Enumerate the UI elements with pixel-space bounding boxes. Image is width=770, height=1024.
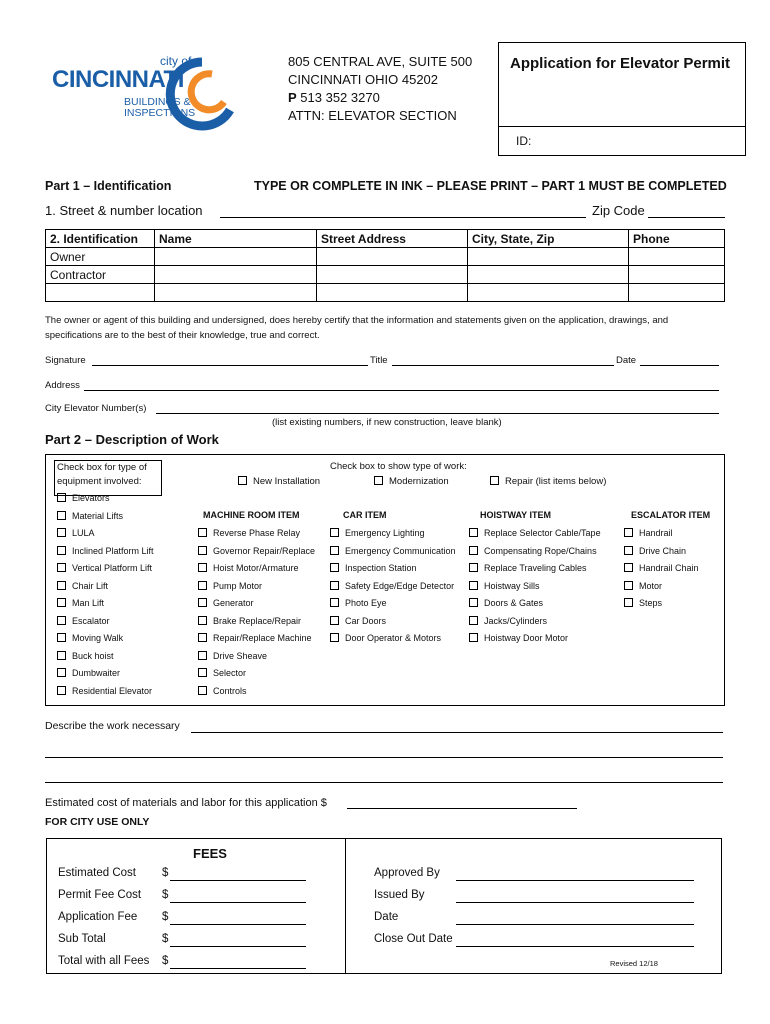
col-identification: 2. Identification [46,230,155,248]
checkbox-label: Hoist Motor/Armature [213,563,299,573]
describe-work-line-3[interactable] [45,782,723,783]
equipment-checkbox[interactable] [57,511,123,521]
checkbox-icon[interactable] [57,651,66,660]
estimated-cost-label: Estimated cost of materials and labor for this application $ [45,797,327,809]
phone-label: P [288,90,297,105]
checkbox-label: Escalator [72,615,110,626]
row-label-extra[interactable] [46,284,155,302]
hoistway-item-heading: HOISTWAY ITEM [480,510,552,520]
permit-title: Application for Elevator Permit [510,55,731,72]
machine-room-heading: MACHINE ROOM ITEM [203,510,300,520]
checkbox-label: Pump Motor [213,580,263,591]
table-row [46,284,725,302]
equipment-checkbox[interactable] [57,668,120,678]
describe-work-field[interactable] [191,732,723,733]
logo-city-name: CINCINNATI [52,66,184,93]
checkbox-icon[interactable] [330,581,339,590]
checkbox-label: Buck hoist [72,650,114,661]
revised-date: Revised 12/18 [610,959,658,968]
checkbox-label: Compensating Rope/Chains [484,545,597,556]
checkbox-icon[interactable] [490,476,499,485]
checkbox-label: Drive Chain [639,545,687,556]
checkbox-label: Drive Sheave [213,650,268,661]
checkbox-label: Modernization [389,476,449,487]
checkbox-label: Steps [639,598,663,608]
checkbox-icon[interactable] [198,616,207,625]
extra-address-cell[interactable] [317,284,468,302]
equipment-checkbox[interactable] [57,651,114,661]
checkbox-icon[interactable] [57,686,66,695]
car-item-checkbox[interactable] [330,528,425,538]
equipment-checkbox[interactable] [57,581,108,591]
car-item-checkbox[interactable] [330,546,456,556]
checkbox-label: Inclined Platform Lift [72,545,154,556]
machine-room-item-checkbox[interactable] [198,668,246,678]
describe-work-label: Describe the work necessary [45,720,180,732]
hoistway-item-checkbox[interactable] [469,546,597,556]
checkbox-label: Reverse Phase Relay [213,528,301,538]
currency-symbol: $ [162,955,169,967]
title-label: Title [370,355,388,366]
checkbox-icon[interactable] [624,546,633,555]
checkbox-icon[interactable] [57,616,66,625]
street-location-field[interactable] [220,217,586,218]
car-item-checkbox[interactable] [330,616,386,626]
machine-room-item-checkbox[interactable] [198,616,301,626]
checkbox-icon[interactable] [198,686,207,695]
zip-code-field[interactable] [648,217,725,218]
street-location-label: 1. Street & number location [45,203,203,218]
checkbox-icon[interactable] [330,598,339,607]
checkbox-label: Jacks/Cylinders [484,615,548,626]
permit-id-label: ID: [516,134,532,148]
car-item-checkbox[interactable] [330,598,387,608]
hoistway-item-checkbox[interactable] [469,633,568,643]
table-row [46,266,725,284]
table-row [46,248,725,266]
checkbox-label: Emergency Lighting [345,528,425,538]
approval-field[interactable] [456,902,694,903]
fee-label: Sub Total [58,933,106,945]
attn-line: ATTN: ELEVATOR SECTION [288,108,457,123]
checkbox-label: LULA [72,528,95,538]
equipment-checkbox[interactable] [57,563,152,573]
equipment-checkbox[interactable] [57,546,154,556]
car-item-checkbox[interactable] [330,633,441,643]
hoistway-item-checkbox[interactable] [469,581,540,591]
checkbox-icon[interactable] [330,633,339,642]
row-label-contractor: Contractor [46,266,155,284]
checkbox-icon[interactable] [374,476,383,485]
phone-number: 513 352 3270 [300,90,380,105]
identification-table [45,229,725,302]
logo-city-of: city of [160,54,192,68]
work-type-label: Check box to show type of work: [330,461,467,472]
checkbox-label: Material Lifts [72,510,124,521]
car-item-checkbox[interactable] [330,581,454,591]
checkbox-label: Handrail [639,528,673,538]
checkbox-label: Man Lift [72,598,105,608]
title-field[interactable] [392,365,614,366]
fee-amount-field[interactable] [170,946,306,947]
checkbox-label: Door Operator & Motors [345,633,442,643]
car-item-checkbox[interactable] [330,563,417,573]
col-street-address: Street Address [317,230,468,248]
checkbox-label: Hoistway Door Motor [484,633,569,643]
approval-field[interactable] [456,924,694,925]
car-item-heading: CAR ITEM [343,510,387,520]
fee-label: Application Fee [58,911,138,923]
office-address [288,53,472,125]
checkbox-label: Hoistway Sills [484,580,540,591]
equipment-label-line2: equipment involved: [57,476,142,487]
checkbox-icon[interactable] [57,511,66,520]
checkbox-icon[interactable] [57,546,66,555]
signature-field[interactable] [92,365,368,366]
equipment-checkbox[interactable] [57,686,152,696]
fee-amount-field[interactable] [170,902,306,903]
address-line-2: CINCINNATI OHIO 45202 [288,72,439,87]
fee-amount-field[interactable] [170,924,306,925]
checkbox-label: Replace Traveling Cables [484,563,587,573]
checkbox-icon[interactable] [624,563,633,572]
fees-divider [345,838,346,974]
col-city-state-zip: City, State, Zip [468,230,629,248]
fees-title: FEES [193,846,227,861]
checkbox-label: Governor Repair/Replace [213,545,316,556]
approval-label: Issued By [374,889,425,901]
approval-label: Close Out Date [374,933,453,945]
date-label: Date [616,355,637,366]
part1-title: Part 1 – Identification [45,179,172,193]
checkbox-label: Emergency Communication [345,545,456,556]
checkbox-icon[interactable] [57,598,66,607]
checkbox-label: Safety Edge/Edge Detector [345,580,455,591]
checkbox-icon[interactable] [238,476,247,485]
address-line-1: 805 CENTRAL AVE, SUITE 500 [288,54,473,69]
currency-symbol: $ [162,911,169,923]
owner-city-cell[interactable] [468,248,629,266]
checkbox-icon[interactable] [330,563,339,572]
checkbox-label: Repair (list items below) [505,476,607,487]
part2-title: Part 2 – Description of Work [45,432,219,447]
checkbox-icon[interactable] [198,668,207,677]
hoistway-item-checkbox[interactable] [469,598,543,608]
checkbox-icon[interactable] [57,528,66,537]
checkbox-icon[interactable] [198,581,207,590]
extra-city-cell[interactable] [468,284,629,302]
describe-work-line-2[interactable] [45,757,723,758]
logo-dept [124,97,195,119]
machine-room-item-checkbox[interactable] [198,651,267,661]
checkbox-label: Controls [213,685,247,696]
machine-room-item-checkbox[interactable] [198,563,299,573]
checkbox-label: Moving Walk [72,633,124,643]
checkbox-icon[interactable] [57,563,66,572]
checkbox-label: Car Doors [345,615,387,626]
contractor-name-cell[interactable] [155,266,317,284]
checkbox-label: Motor [639,580,663,591]
checkbox-icon[interactable] [198,546,207,555]
table-header-row [46,230,725,248]
checkbox-label: Residential Elevator [72,685,153,696]
checkbox-icon[interactable] [57,581,66,590]
checkbox-icon[interactable] [624,598,633,607]
work-type-new-installation[interactable] [238,476,320,487]
permit-box-divider [498,126,746,127]
extra-name-cell[interactable] [155,284,317,302]
fees-box [46,838,722,974]
hoistway-item-checkbox[interactable] [469,616,547,626]
machine-room-item-checkbox[interactable] [198,581,262,591]
checkbox-label: Selector [213,668,247,678]
checkbox-icon[interactable] [330,528,339,537]
approval-field[interactable] [456,880,694,881]
checkbox-icon[interactable] [469,546,478,555]
city-use-only-label: FOR CITY USE ONLY [45,816,150,828]
contractor-address-cell[interactable] [317,266,468,284]
checkbox-icon[interactable] [469,563,478,572]
address-label: Address [45,380,80,391]
row-label-owner: Owner [46,248,155,266]
work-type-repair[interactable] [490,476,606,487]
machine-room-item-checkbox[interactable] [198,528,300,538]
checkbox-icon[interactable] [57,633,66,642]
checkbox-label: New Installation [253,476,321,487]
hoistway-item-checkbox[interactable] [469,563,587,573]
checkbox-icon[interactable] [330,616,339,625]
machine-room-item-checkbox[interactable] [198,686,247,696]
checkbox-label: Doors & Gates [484,598,544,608]
checkbox-icon[interactable] [57,668,66,677]
checkbox-icon[interactable] [469,598,478,607]
currency-symbol: $ [162,867,169,879]
checkbox-label: Generator [213,598,254,608]
checkbox-icon[interactable] [469,528,478,537]
certification-text: The owner or agent of this building and undersigned, does hereby certify that the information and statements given on the application, drawings, and specifications are to the best of their knowledge, true and correct. [45,315,669,341]
elevator-number-field[interactable] [156,413,719,414]
checkbox-icon[interactable] [469,581,478,590]
owner-address-cell[interactable] [317,248,468,266]
checkbox-icon[interactable] [198,563,207,572]
approval-label: Date [374,911,399,923]
elevator-number-label: City Elevator Number(s) [45,403,147,414]
fee-label: Total with all Fees [58,955,150,967]
equipment-checkbox[interactable] [57,633,123,643]
machine-room-item-checkbox[interactable] [198,598,254,608]
checkbox-label: Replace Selector Cable/Tape [484,528,601,538]
checkbox-label: Inspection Station [345,563,417,573]
checkbox-icon[interactable] [198,651,207,660]
checkbox-icon[interactable] [624,581,633,590]
equipment-label-line1: Check box for type of [57,462,147,473]
zip-code-label: Zip Code [592,203,645,218]
owner-phone-cell[interactable] [629,248,725,266]
escalator-item-checkbox[interactable] [624,598,662,608]
city-logo [52,52,242,132]
fee-label: Permit Fee Cost [58,889,142,901]
checkbox-icon[interactable] [198,633,207,642]
escalator-item-heading: ESCALATOR ITEM [631,510,711,520]
checkbox-label: Vertical Platform Lift [72,563,153,573]
checkbox-label: Dumbwaiter [72,668,121,678]
fee-amount-field[interactable] [170,880,306,881]
fee-amount-field[interactable] [170,968,306,969]
checkbox-icon[interactable] [330,546,339,555]
extra-phone-cell[interactable] [629,284,725,302]
machine-room-item-checkbox[interactable] [198,546,315,556]
contractor-city-cell[interactable] [468,266,629,284]
checkbox-label: Repair/Replace Machine [213,633,312,643]
signature-label: Signature [45,355,86,366]
equipment-checkbox[interactable] [57,493,110,503]
approval-field[interactable] [456,946,694,947]
address-field[interactable] [84,390,719,391]
escalator-item-checkbox[interactable] [624,563,699,573]
checkbox-label: Elevators [72,493,110,503]
part1-instruction: TYPE OR COMPLETE IN INK – PLEASE PRINT – PART 1 MUST BE COMPLETED [254,179,727,193]
approval-label: Approved By [374,867,440,879]
currency-symbol: $ [162,933,169,945]
checkbox-label: Photo Eye [345,598,387,608]
logo-dept-line1: BUILDINGS & [124,96,191,108]
checkbox-label: Chair Lift [72,580,109,591]
checkbox-icon[interactable] [624,528,633,537]
checkbox-icon[interactable] [198,528,207,537]
escalator-item-checkbox[interactable] [624,528,673,538]
estimated-cost-field[interactable] [347,808,577,809]
equipment-label [57,461,147,489]
equipment-checkbox[interactable] [57,598,104,608]
hoistway-item-checkbox[interactable] [469,528,601,538]
checkbox-icon[interactable] [469,633,478,642]
elevator-number-note: (list existing numbers, if new construction, leave blank) [272,417,502,428]
checkbox-label: Handrail Chain [639,563,699,573]
date-field[interactable] [640,365,719,366]
work-type-modernization[interactable] [374,476,449,487]
phone-line [288,89,472,107]
machine-room-item-checkbox[interactable] [198,633,312,643]
checkbox-icon[interactable] [198,598,207,607]
col-name: Name [155,230,317,248]
checkbox-label: Brake Replace/Repair [213,615,302,626]
owner-name-cell[interactable] [155,248,317,266]
equipment-checkbox[interactable] [57,528,95,538]
fee-label: Estimated Cost [58,867,136,879]
escalator-item-checkbox[interactable] [624,581,662,591]
escalator-item-checkbox[interactable] [624,546,686,556]
col-phone: Phone [629,230,725,248]
currency-symbol: $ [162,889,169,901]
checkbox-icon[interactable] [469,616,478,625]
checkbox-icon[interactable] [57,493,66,502]
contractor-phone-cell[interactable] [629,266,725,284]
logo-dept-line2: INSPECTIONS [124,107,196,119]
equipment-checkbox[interactable] [57,616,110,626]
